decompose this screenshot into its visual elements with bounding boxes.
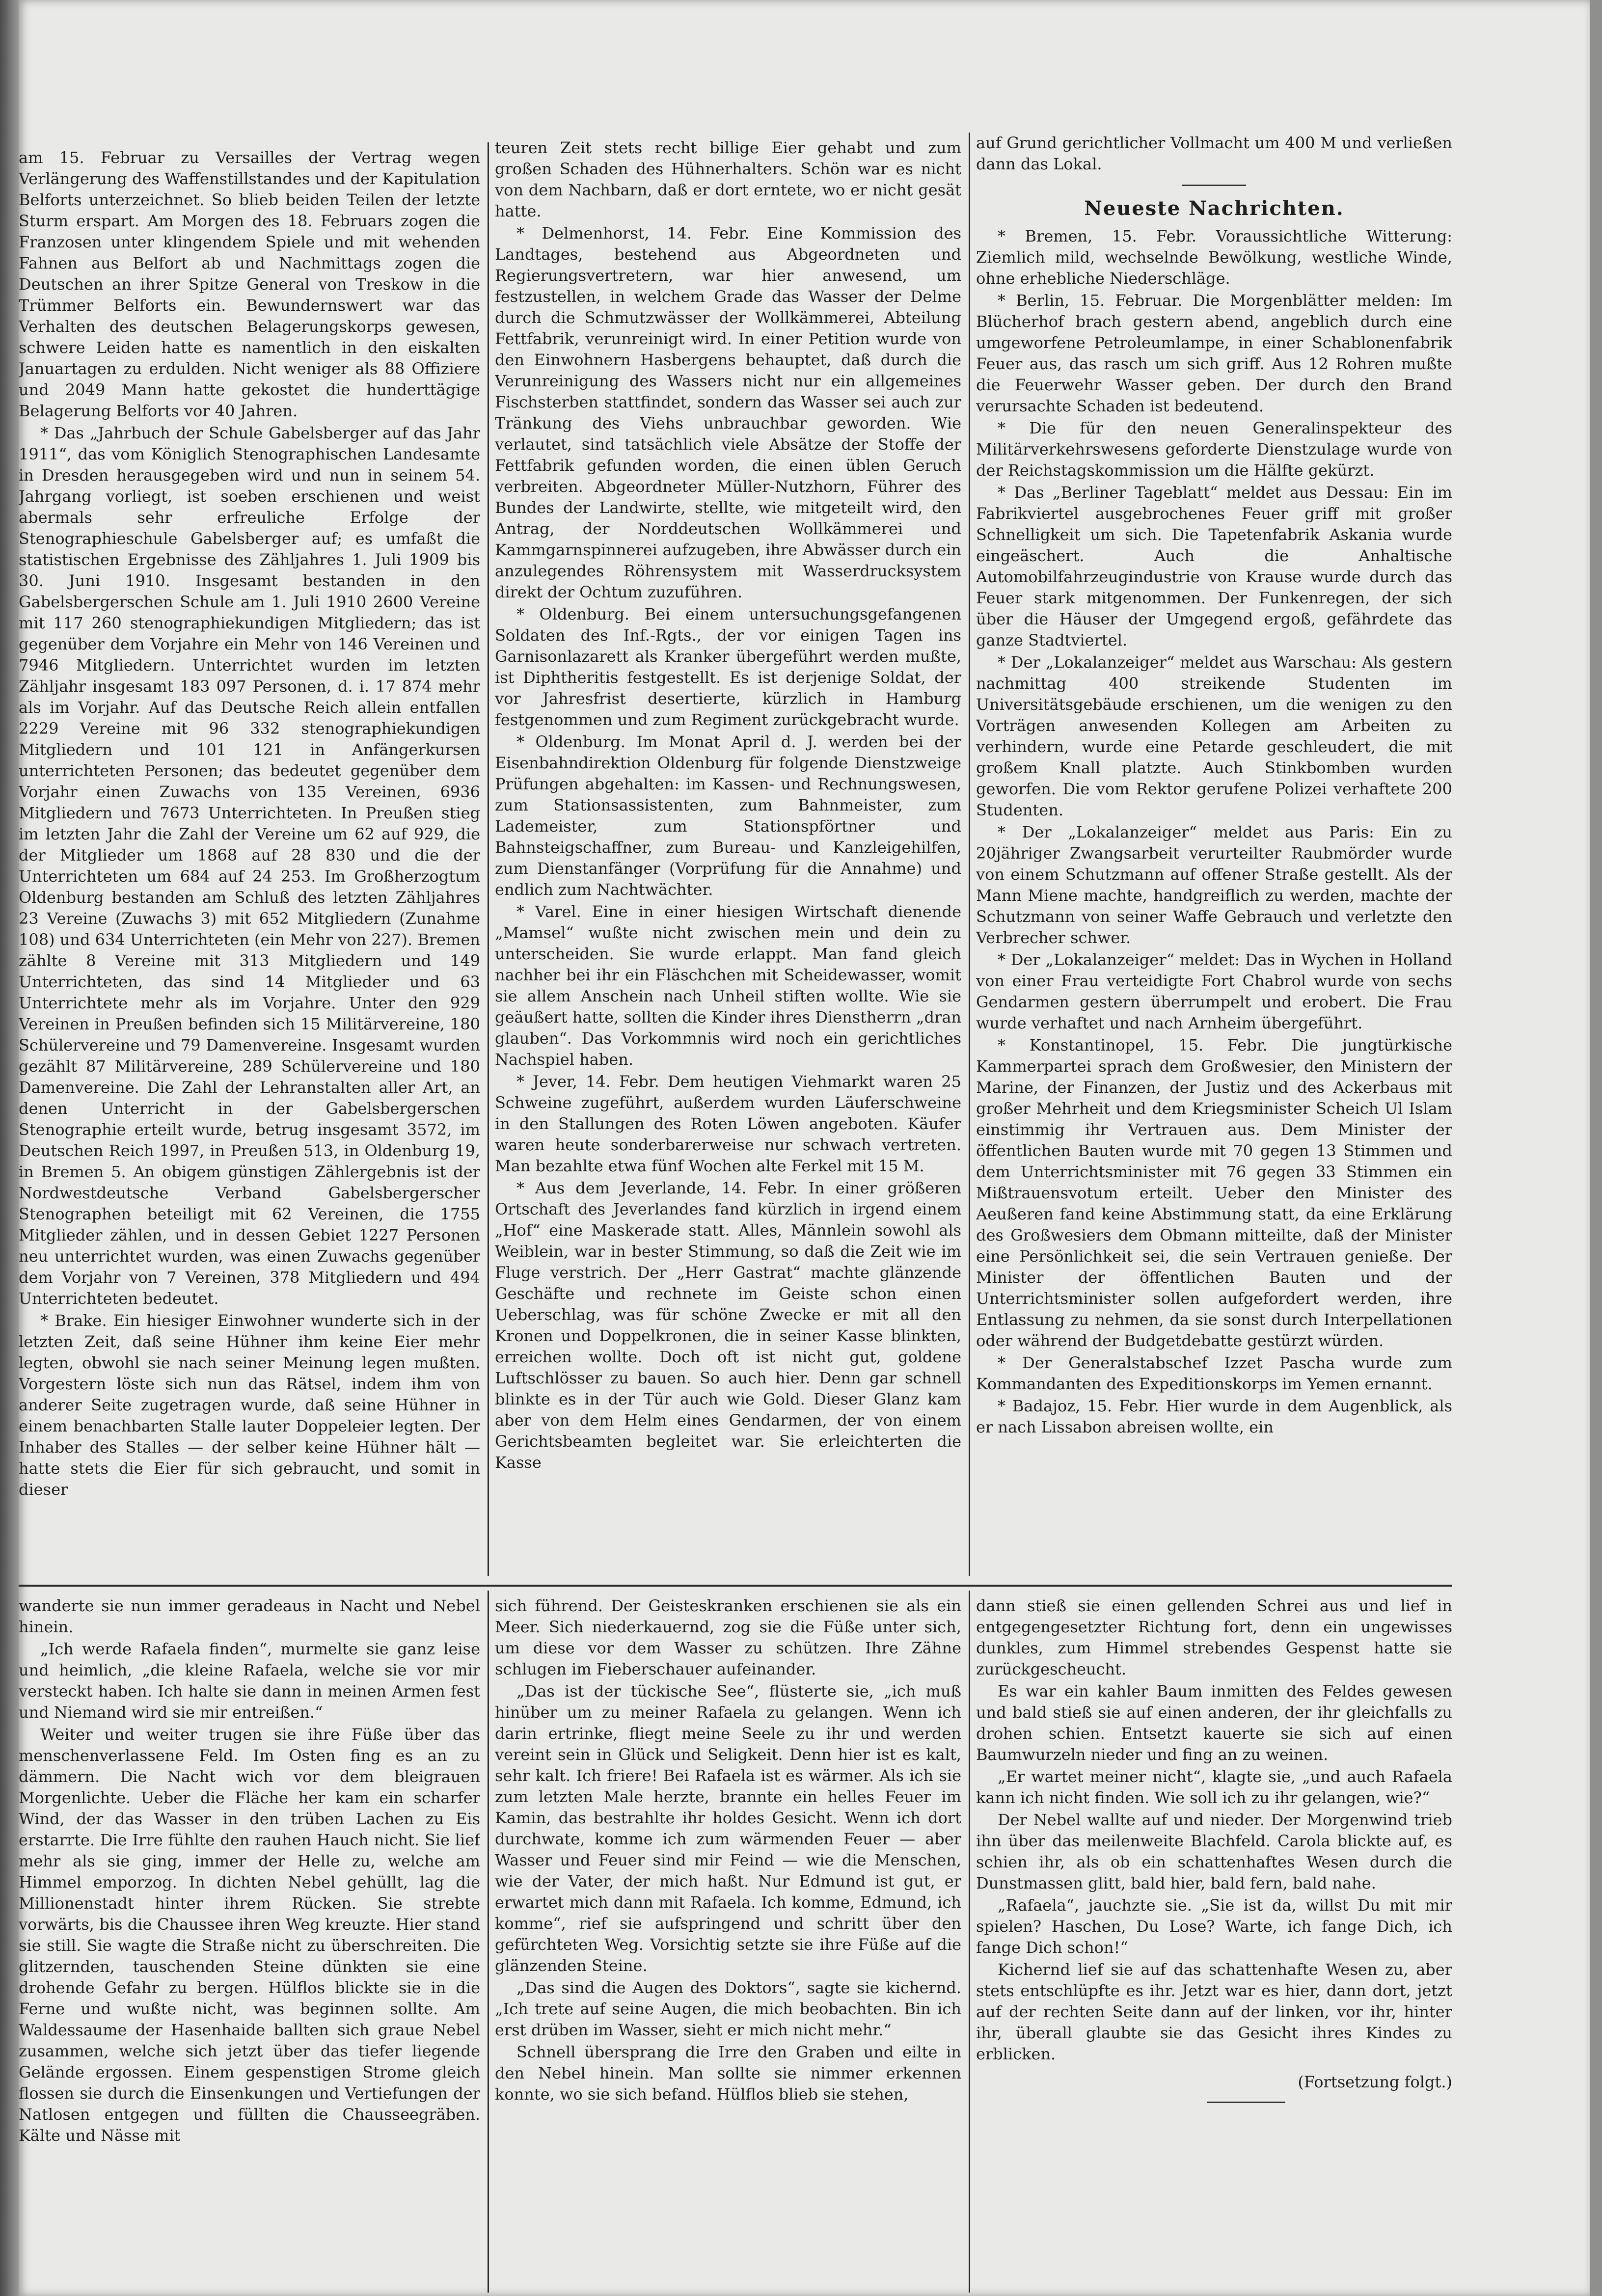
column-rule <box>969 133 970 1576</box>
feuilleton-column-1 <box>19 1595 480 2293</box>
column-rule <box>488 142 489 1576</box>
news-item: * Konstantinopel, 15. Febr. Die jungtürkische Kammerpartei sprach dem Großwesier, den Ministern der Marine, der Finanzen, der Justiz und des Ackerbaus mit großer Mehrheit und dem Kriegsminister Scheich Ul Islam einstimmig ihr Vertrauen aus. Dem Minister der öffentlichen Bauten wurde mit 70 gegen 13 Stimmen und dem Unterrichtsminister mit 76 gegen 33 Stimmen ein Mißtrauensvotum erteilt. Ueber den Minister des Aeußeren fand keine Abstimmung statt, da eine Erklärung des Großwesiers dem Obmann mitteilte, daß der Minister eine Persönlichkeit sei, die sein Vertrauen genieße. Der Minister der öffentlichen Bauten und der Unterrichtsminister sollen aufgefordert werden, ihre Entlassung zu nehmen, da sie sonst durch Interpellationen oder während der Budgetdebatte gestürzt würden. <box>976 1036 1452 1350</box>
paragraph: * Aus dem Jeverlande, 14. Febr. In einer größeren Ortschaft des Jeverlandes fand kürzlich in irgend einem „Hof“ eine Maskerade statt. Alles, Männlein sowohl als Weiblein, war in bester Stimmung, so daß die Zeit wie im Fluge verstrich. Der „Herr Gastrat“ machte glänzende Geschäfte und rechnete im Geiste schon einen Ueberschlag, was für schöne Zwecke er mit all den Kronen und Doppelkronen, die in seiner Kasse blinkten, erreichen wollte. Doch oft ist nicht gut, goldene Luftschlösser zu bauen. So auch hier. Denn gar schnell blinkte es in der Tür auch wie Gold. Dieser Glanz kam aber von dem Helm eines Gendarmen, der von einem Gerichtsbeamten begleitet war. Sie erleichterten die Kasse <box>495 1179 961 1472</box>
top-column-3 <box>976 133 1452 1576</box>
paragraph: am 15. Februar zu Versailles der Vertrag wegen Verlängerung des Waffenstillstandes und der Kapitulation Belforts unterzeichnet. So blieb beiden Teilen der letzte Sturm erspart. Am Morgen des 18. Februars zogen die Franzosen unter klingendem Spiele und mit wehenden Fahnen aus Belfort ab und Nachmittags zogen die Deutschen an ihrer Spitze General von Treskow in die Trümmer Belforts ein. Bewundernswert war das Verhalten des deutschen Belagerungskorps gewesen, schwere Leiden hatte es namentlich in den eiskalten Januartagen zu erdulden. Nicht weniger als 88 Offiziere und 2049 Mann hatte gekostet die hunderttägige Belagerung Belforts vor 40 Jahren. <box>19 148 480 420</box>
news-item: * Der „Lokalanzeiger“ meldet: Das in Wychen in Holland von einer Frau verteidigte Fort Chabrol wurde von sechs Gendarmen gestern überrumpelt und erobert. Die Frau wurde verhaftet und nach Arnheim übergeführt. <box>976 950 1452 1032</box>
paragraph: „Ich werde Rafaela finden“, murmelte sie ganz leise und heimlich, „die kleine Rafaela, welche sie vor mir versteckt haben. Ich halte sie dann in meinen Armen fest und Niemand wird sie mir entreißen.“ <box>19 1640 480 1722</box>
newspaper-page <box>19 0 1590 2296</box>
paragraph: teuren Zeit stets recht billige Eier gehabt und zum großen Schaden des Hühnerhalters. Schön war es nicht von dem Nachbarn, daß er dort erntete, wo er nicht gesät hatte. <box>495 138 961 220</box>
paragraph: „Das ist der tückische See“, flüsterte sie, „ich muß hinüber um zu meiner Rafaela zu gelangen. Wenn ich darin ertrinke, fliegt meine Seele zu ihr und werden vereint sein in Glück und Seligkeit. Denn hier ist es kalt, sehr kalt. Ich friere! Bei Rafaela ist es wärmer. Als ich sie zum letzten Male herzte, brannte ein helles Feuer im Kamin, das bestrahlte ihr holdes Gesicht. Wenn ich dort durchwate, komme ich zum wärmenden Feuer — aber Wasser und Feuer sind mir Feind — wie die Menschen, wie der Vater, der mich haßt. Nur Edmund ist gut, er erwartet mich dann mit Rafaela. Ich komme, Edmund, ich komme“, rief sie aufspringend und schritt über den gefürchteten Weg. Vorsichtig setzte sie ihre Füße auf die glänzenden Steine. <box>495 1682 961 1975</box>
paragraph: „Rafaela“, jauchzte sie. „Sie ist da, willst Du mit mir spielen? Haschen, Du Lose? Warte, ich fange Dich, ich fange Dich schon!“ <box>976 1896 1452 1957</box>
news-item: * Berlin, 15. Februar. Die Morgenblätter melden: Im Blücherhof brach gestern abend, angeblich durch eine umgeworfene Petroleumlampe, in einer Schablonenfabrik Feuer aus, das rasch um sich griff. Aus 12 Rohren mußte die Feuerwehr Wasser geben. Der durch den Brand verursachte Schaden ist bedeutend. <box>976 291 1452 415</box>
page-edge <box>0 0 19 2296</box>
top-column-2 <box>495 137 961 1576</box>
news-item: * Die für den neuen Generalinspekteur des Militärverkehrswesens geforderte Dienstzulage wurde von der Reichstagskommission um die Hälfte gekürzt. <box>976 419 1452 480</box>
news-item: * Bremen, 15. Febr. Voraussichtliche Witterung: Ziemlich mild, wechselnde Bewölkung, westliche Winde, ohne erhebliche Niederschläge. <box>976 227 1452 288</box>
paragraph: dann stieß sie einen gellenden Schrei aus und lief in entgegengesetzter Richtung fort, denn ein ungewisses dunkles, zum Himmel strebendes Gespenst hatte sie zurückgescheucht. <box>976 1596 1452 1678</box>
news-item: * Das „Berliner Tageblatt“ meldet aus Dessau: Ein im Fabrikviertel ausgebrochenes Feuer griff mit großer Schnelligkeit um sich. Die Tapetenfabrik Askania wurde eingeäschert. Auch die Anhaltische Automobilfahrzeugindustrie von Krause wurde durch das Feuer stark mitgenommen. Der Funkenregen, der sich über die Häuser der Umgegend ergoß, gefährdete das ganze Stadtviertel. <box>976 483 1452 649</box>
news-item: * Der „Lokalanzeiger“ meldet aus Paris: Ein zu 20jähriger Zwangsarbeit verurteilter Raubmörder wurde von einem Schutzmann auf offener Straße gestellt. Als der Mann Miene machte, handgreiflich zu werden, machte der Schutzmann von seiner Waffe Gebrauch und verletzte den Verbrecher schwer. <box>976 823 1452 947</box>
paragraph: * Brake. Ein hiesiger Einwohner wunderte sich in der letzten Zeit, daß seine Hühner ihm keine Eier mehr legten, obwohl sie nach seiner Meinung legen mußten. Vorgestern löste sich nun das Rätsel, indem ihm von anderer Seite zugetragen wurde, daß seine Hühner in einem benachbarten Stalle lauter Doppeleier legten. Der Inhaber des Stalles — der selber keine Hühner hält — hatte stets die Eier für sich gebraucht, und somit in dieser <box>19 1311 480 1499</box>
section-divider <box>1182 185 1246 186</box>
paragraph: „Das sind die Augen des Doktors“, sagte sie kichernd. „Ich trete auf seine Augen, die mich beobachten. Bin ich erst drüben im Wasser, sieht er mich nicht mehr.“ <box>495 1978 961 2039</box>
paragraph: * Oldenburg. Bei einem untersuchungsgefangenen Soldaten des Inf.-Rgts., der vor einigen Tagen ins Garnisonlazarett als Kranker übergeführt werden mußte, ist Diphtheritis festgestellt. Es ist derjenige Soldat, der vor Jahresfrist desertierte, kürzlich in Hamburg festgenommen und zum Regiment zurückgebracht wurde. <box>495 605 961 729</box>
news-item: * Der Generalstabschef Izzet Pascha wurde zum Kommandanten des Expeditionskorps im Yemen ernannt. <box>976 1353 1452 1393</box>
feuilleton-column-2 <box>495 1595 961 2293</box>
continued-note: (Fortsetzung folgt.) <box>1298 2073 1452 2091</box>
paragraph: * Jever, 14. Febr. Dem heutigen Viehmarkt waren 25 Schweine zugeführt, außerdem wurden Läuferschweine in den Stallungen des Roten Löwen angeboten. Käufer waren heute sonderbarerweise nur schwach vertreten. Man bezahlte etwa fünf Wochen alte Ferkel mit 15 M. <box>495 1072 961 1175</box>
paragraph: wanderte sie nun immer geradeaus in Nacht und Nebel hinein. <box>19 1596 480 1636</box>
paragraph: auf Grund gerichtlicher Vollmacht um 400 M und verließen dann das Lokal. <box>976 134 1452 173</box>
paragraph: * Das „Jahrbuch der Schule Gabelsberger auf das Jahr 1911“, das vom Königlich Stenographischen Landesamte in Dresden herausgegeben wird und nun in seinem 54. Jahrgang vorliegt, ist soeben erschienen und weist abermals sehr erfreuliche Erfolge der Stenographieschule Gabelsberger auf; es umfaßt die statistischen Ergebnisse des Zähljahres 1. Juli 1909 bis 30. Juni 1910. Insgesamt bestanden in den Gabelsbergerschen Schule am 1. Juli 1910 2600 Vereine mit 117 260 stenographiekundigen Mitgliedern; das ist gegenüber dem Vorjahre ein Mehr von 146 Vereinen und 7946 Mitgliedern. Unterrichtet wurden im letzten Zähljahr insgesamt 183 097 Personen, d. i. 17 874 mehr als im Vorjahr. Auf das Deutsche Reich allein entfallen 2229 Vereine mit 96 332 stenographiekundigen Mitgliedern und 101 121 in Anfängerkursen unterrichteten Personen; das bedeutet gegenüber dem Vorjahr einen Zuwachs von 135 Vereinen, 6936 Mitgliedern und 7673 Unterrichteten. In Preußen stieg im letzten Jahr die Zahl der Vereine um 62 auf 929, die der Mitglieder um 1868 auf 28 830 und die der Unterrichteten um 684 auf 24 253. Im Großherzogtum Oldenburg bestanden am Schluß des letzten Zähljahres 23 Vereine (Zuwachs 3) mit 652 Mitgliedern (Zunahme 108) und 634 Unterrichteten (ein Mehr von 227). Bremen zählte 8 Vereine mit 313 Mitgliedern und 149 Unterrichteten, das sind 14 Mitglieder und 63 Unterrichtete mehr als im Vorjahre. Unter den 929 Vereinen in Preußen befinden sich 15 Militärvereine, 180 Schülervereine und 79 Damenvereine. Insgesamt wurden gezählt 87 Militärvereine, 289 Schülervereine und 180 Damenvereine. Die Zahl der Lehranstalten aller Art, an denen Unterricht in der Gabelsbergerschen Stenographie erteilt wurde, betrug insgesamt 3572, im Deutschen Reich 1997, in Preußen 513, in Oldenburg 19, in Bremen 5. An obigem günstigen Zählergebnis ist der Nordwestdeutsche Verband Gabelsbergerscher Stenographen beteiligt mit 62 Vereinen, die 1755 Mitglieder zählen, und in dessen Gebiet 1227 Personen neu unterrichtet wurden, was einen Zuwachs gegenüber dem Vorjahr von 7 Vereinen, 378 Mitgliedern und 494 Unterrichteten bedeutet. <box>19 424 480 1308</box>
top-column-1 <box>19 147 480 1571</box>
paragraph: * Delmenhorst, 14. Febr. Eine Kommission des Landtages, bestehend aus Abgeordneten und Regierungsvertretern, war hier anwesend, um festzustellen, in welchem Grade das Wasser der Delme durch die Schmutzwässer der Wollkämmerei, Abteilung Fettfabrik, verunreinigt wird. In einer Petition wurde von den Einwohnern Hasbergens behauptet, daß durch die Verunreinigung des Wassers nicht nur ein allgemeines Fischsterben stattfindet, sondern das Wasser sei auch zur Tränkung des Viehs unbrauchbar geworden. Wie verlautet, sind tatsächlich viele Absätze der Stoffe der Fettfabrik gefunden worden, die einen üblen Geruch verbreiten. Abgeordneter Müller-Nutzhorn, Führer des Bundes der Landwirte, stellte, wie mitgeteilt wird, den Antrag, der Norddeutschen Wollkämmerei und Kammgarnspinnerei aufzugeben, ihre Abwässer durch ein anzulegendes Röhrensystem mit Wasserdrucksystem direkt der Ochtum zuzuführen. <box>495 224 961 601</box>
paragraph: * Varel. Eine in einer hiesigen Wirtschaft dienende „Mamsel“ wußte nicht zwischen mein und dein zu unterscheiden. Sie wurde erlappt. Man fand gleich nachher bei ihr ein Fläschchen mit Scheidewasser, womit sie allem Anschein nach Unheil stiften wollte. Wie sie geäußert hatte, sollten die Kinder ihres Dienstherrn „dran glauben“. Das Vorkommnis wird noch ein gerichtliches Nachspiel haben. <box>495 902 961 1069</box>
paragraph: Es war ein kahler Baum inmitten des Feldes gewesen und bald stieß sie auf einen anderen, der ihr gleichfalls zu drohen schien. Entsetzt kauerte sie sich auf einen Baumwurzeln nieder und fing an zu weinen. <box>976 1682 1452 1764</box>
news-item: * Badajoz, 15. Febr. Hier wurde in dem Augenblick, als er nach Lissabon abreisen wollte, ein <box>976 1397 1452 1436</box>
paragraph: „Er wartet meiner nicht“, klagte sie, „und auch Rafaela kann ich nicht finden. Wie soll ich zu ihr gelangen, wie?“ <box>976 1767 1452 1807</box>
feuilleton-rule <box>19 1585 1452 1587</box>
column-rule <box>488 1591 489 2293</box>
paragraph: Schnell übersprang die Irre den Graben und eilte in den Nebel hinein. Man sollte sie nimmer erkennen konnte, wo sie sich befand. Hülflos blieb sie stehen, <box>495 2043 961 2104</box>
paragraph: Kichernd lief sie auf das schattenhafte Wesen zu, aber stets entschlüpfte es ihr. Jetzt war es hier, dann dort, jetzt auf der rechten Seite dann auf der linken, vor ihr, hinter ihr, überall glaubte sie das Gesicht ihres Kindes zu erblicken. <box>976 1960 1452 2063</box>
paragraph: Der Nebel wallte auf und nieder. Der Morgenwind trieb ihn über das meilenweite Blachfeld. Carola blickte auf, es schien ihr, als ob ein schattenhaftes Wesen durch die Dunstmassen glitt, bald hier, bald fern, bald nahe. <box>976 1810 1452 1892</box>
paragraph: * Oldenburg. Im Monat April d. J. werden bei der Eisenbahndirektion Oldenburg für folgende Dienstzweige Prüfungen abgehalten: im Kassen- und Rechnungswesen, zum Stationsassistenten, zum Bahnmeister, zum Lademeister, zum Stationspförtner und Bahnsteigschaffner, zum Bureau- und Kanzleigehilfen, zum Dienstanfänger (Vorprüfung für die Annahme) und endlich zum Nachtwächter. <box>495 732 961 899</box>
section-headline: Neueste Nachrichten. <box>1084 197 1344 220</box>
feuilleton-column-3 <box>976 1595 1452 2293</box>
end-rule <box>1207 2102 1285 2103</box>
column-rule <box>969 1591 970 2293</box>
news-item: * Der „Lokalanzeiger“ meldet aus Warschau: Als gestern nachmittag 400 streikende Studenten im Universitätsgebäude erschienen, um die wenigen zu den Vorträgen anwesenden Kollegen am Arbeiten zu verhindern, wurde eine Petarde geschleudert, die mit großem Knall platzte. Auch Stinkbomben wurden geworfen. Die vom Rektor gerufene Polizei verhaftete 200 Studenten. <box>976 653 1452 819</box>
paragraph: Weiter und weiter trugen sie ihre Füße über das menschenverlassene Feld. Im Osten fing es an zu dämmern. Die Nacht wich vor dem bleigrauen Morgenlichte. Ueber die Fläche her kam ein scharfer Wind, der das Wasser in den trüben Lachen zu Eis erstarrte. Die Irre fühlte den rauhen Hauch nicht. Sie lief mehr als sie ging, immer der Helle zu, welche am Himmel emporzog. In dichten Nebel gehüllt, lag die Millionenstadt hinter ihrem Rücken. Sie strebte vorwärts, bis die Chaussee ihren Weg kreuzte. Hier stand sie still. Sie wagte die Straße nicht zu überschreiten. Die glitzernden, tauschenden Steine dünkten sie eine drohende Gefahr zu bergen. Hülflos blickte sie in die Ferne und wußte nicht, was beginnen sollte. Am Waldessaume der Hasenhaide ballten sich graue Nebel zusammen, welche sich jetzt über das tiefer liegende Gelände ergossen. Einem gespenstigen Strome gleich flossen sie durch die Einsenkungen und Vertiefungen der Natlosen entgegen und füllten die Chausseegräben. Kälte und Nässe mit <box>19 1725 480 2145</box>
paragraph: sich führend. Der Geisteskranken erschienen sie als ein Meer. Sich niederkauernd, zog sie die Füße unter sich, um diese vor dem Wasser zu schützen. Ihre Zähne schlugen im Fieberschauer aufeinander. <box>495 1596 961 1678</box>
